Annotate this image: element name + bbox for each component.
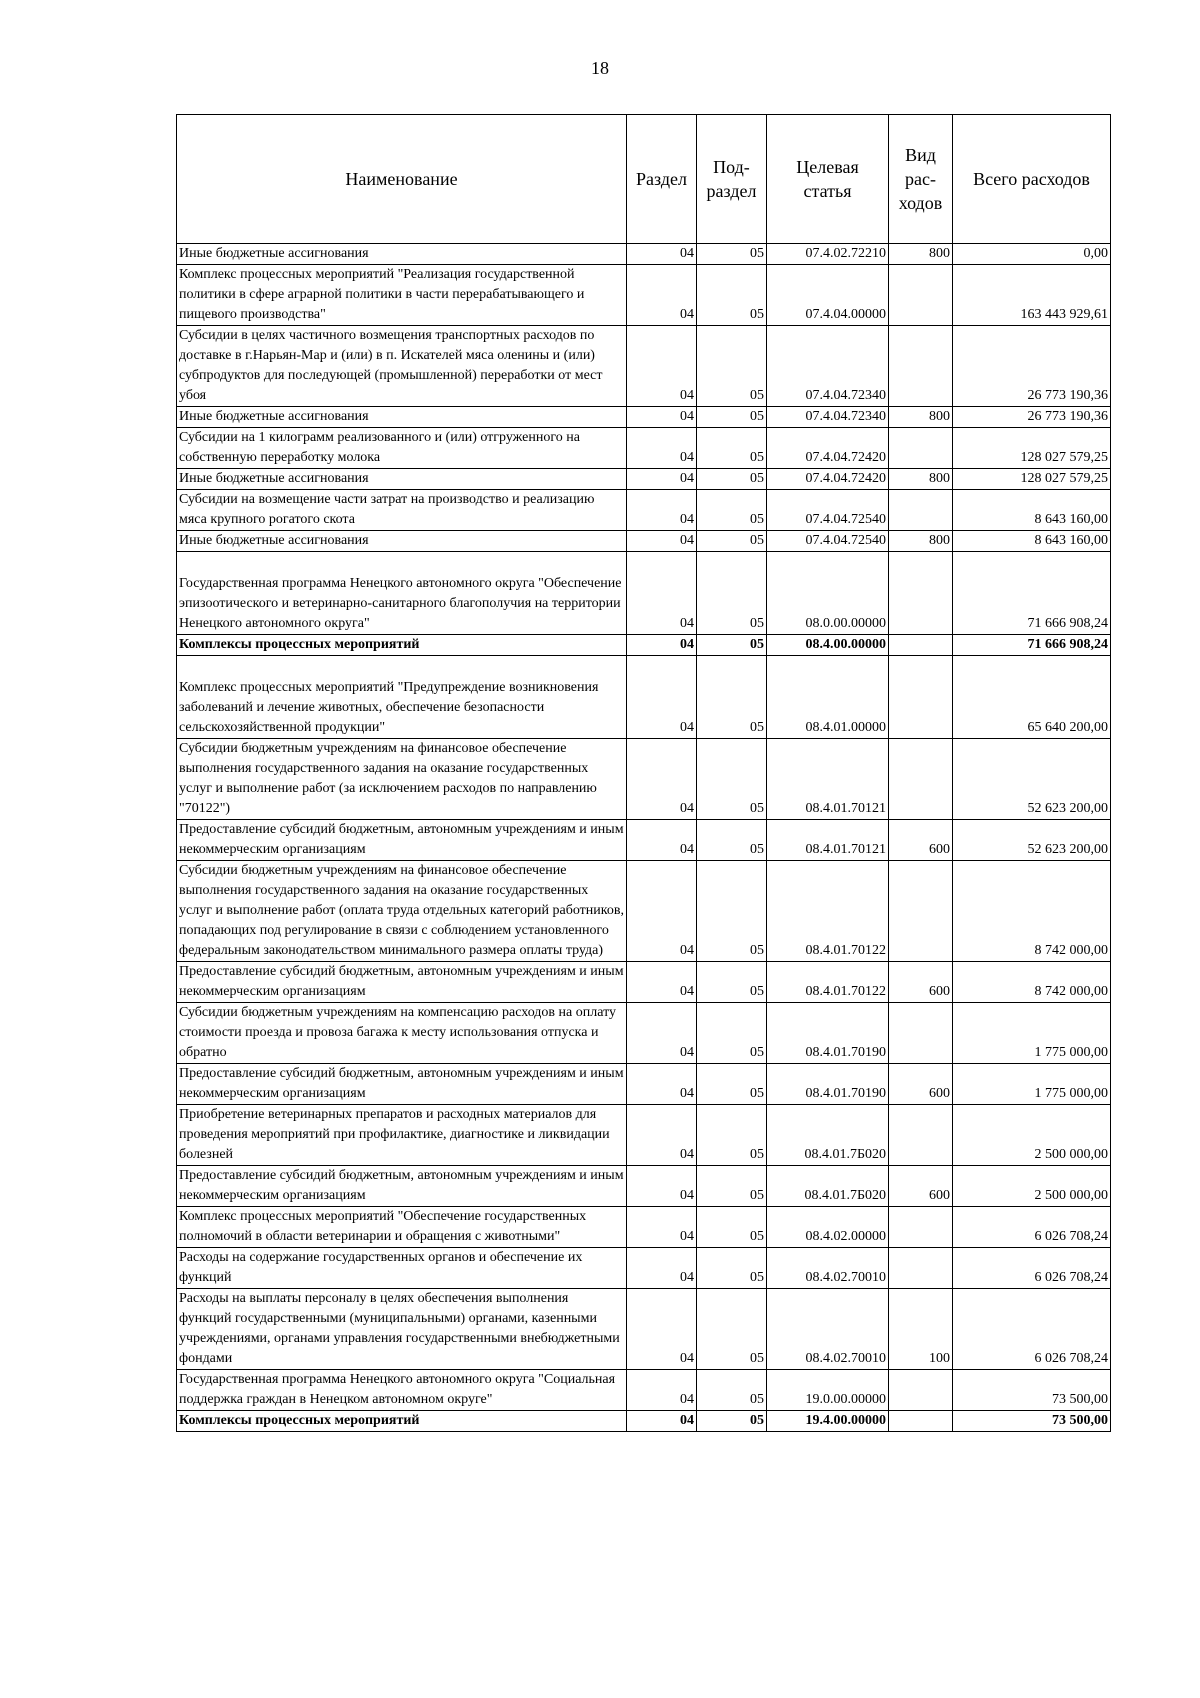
table-row (177, 635, 1111, 656)
row-article: 08.4.01.70190 (767, 1064, 889, 1105)
row-article: 08.4.01.7Б020 (767, 1105, 889, 1166)
row-subsection: 05 (697, 1207, 767, 1248)
table-header (177, 115, 1111, 244)
row-type (889, 1105, 953, 1166)
budget-table (176, 114, 1111, 1432)
header-type: Вид рас- ходов (889, 115, 953, 244)
row-subsection: 05 (697, 265, 767, 326)
table-row (177, 531, 1111, 552)
row-subsection: 05 (697, 962, 767, 1003)
table-row (177, 1166, 1111, 1207)
row-type: 100 (889, 1289, 953, 1370)
row-total: 8 643 160,00 (953, 490, 1111, 531)
row-total: 163 443 929,61 (953, 265, 1111, 326)
row-article: 08.4.01.70190 (767, 1003, 889, 1064)
row-total: 8 742 000,00 (953, 861, 1111, 962)
row-article: 07.4.04.00000 (767, 265, 889, 326)
row-article: 08.4.01.70121 (767, 820, 889, 861)
row-type (889, 1248, 953, 1289)
row-section: 04 (627, 1207, 697, 1248)
table-row (177, 552, 1111, 635)
row-total: 73 500,00 (953, 1370, 1111, 1411)
row-subsection: 05 (697, 656, 767, 739)
row-subsection: 05 (697, 1105, 767, 1166)
row-name: Иные бюджетные ассигнования (177, 531, 627, 552)
row-article: 08.4.02.70010 (767, 1289, 889, 1370)
row-name: Иные бюджетные ассигнования (177, 407, 627, 428)
row-name: Субсидии бюджетным учреждениям на финансовое обеспечение выполнения государственного задания на оказание государственных услуг и выполнение работ (оплата труда отдельных категорий работников, попадающих под регулирование в связи с соблюдением установленного федеральным законодательством минимального размера оплаты труда) (177, 861, 627, 962)
row-subsection: 05 (697, 1411, 767, 1432)
row-type: 800 (889, 407, 953, 428)
row-article: 08.4.01.7Б020 (767, 1166, 889, 1207)
table-row (177, 861, 1111, 962)
row-type (889, 428, 953, 469)
row-total: 71 666 908,24 (953, 552, 1111, 635)
row-type: 800 (889, 244, 953, 265)
row-total: 1 775 000,00 (953, 1064, 1111, 1105)
row-total: 2 500 000,00 (953, 1166, 1111, 1207)
row-type (889, 552, 953, 635)
row-subsection: 05 (697, 1248, 767, 1289)
row-subsection: 05 (697, 1370, 767, 1411)
table-row (177, 244, 1111, 265)
row-section: 04 (627, 1166, 697, 1207)
row-total: 52 623 200,00 (953, 739, 1111, 820)
row-section: 04 (627, 1289, 697, 1370)
row-total: 128 027 579,25 (953, 469, 1111, 490)
row-total: 6 026 708,24 (953, 1207, 1111, 1248)
row-name: Предоставление субсидий бюджетным, автономным учреждениям и иным некоммерческим организациям (177, 820, 627, 861)
header-total: Всего расходов (953, 115, 1111, 244)
row-article: 07.4.04.72340 (767, 326, 889, 407)
row-name: Расходы на содержание государственных органов и обеспечение их функций (177, 1248, 627, 1289)
row-article: 19.0.00.00000 (767, 1370, 889, 1411)
row-section: 04 (627, 739, 697, 820)
table-row (177, 1248, 1111, 1289)
row-subsection: 05 (697, 635, 767, 656)
row-name: Иные бюджетные ассигнования (177, 244, 627, 265)
row-type: 800 (889, 469, 953, 490)
row-name: Субсидии бюджетным учреждениям на компенсацию расходов на оплату стоимости проезда и провоза багажа к месту использования отпуска и обратно (177, 1003, 627, 1064)
row-total: 2 500 000,00 (953, 1105, 1111, 1166)
table-row (177, 1370, 1111, 1411)
table-row (177, 656, 1111, 739)
row-type: 600 (889, 1064, 953, 1105)
table-row (177, 820, 1111, 861)
row-type: 600 (889, 820, 953, 861)
row-section: 04 (627, 635, 697, 656)
table-row (177, 469, 1111, 490)
table-row (177, 1105, 1111, 1166)
header-name: Наименование (177, 115, 627, 244)
row-name: Приобретение ветеринарных препаратов и расходных материалов для проведения мероприятий при профилактике, диагностике и ликвидации болезней (177, 1105, 627, 1166)
table-row (177, 428, 1111, 469)
row-article: 08.4.01.70121 (767, 739, 889, 820)
row-section: 04 (627, 552, 697, 635)
row-name: Государственная программа Ненецкого автономного округа "Обеспечение эпизоотического и ветеринарно-санитарного благополучия на территории Ненецкого автономного округа" (177, 552, 627, 635)
row-total: 73 500,00 (953, 1411, 1111, 1432)
row-name: Предоставление субсидий бюджетным, автономным учреждениям и иным некоммерческим организациям (177, 962, 627, 1003)
row-article: 07.4.04.72340 (767, 407, 889, 428)
row-name: Предоставление субсидий бюджетным, автономным учреждениям и иным некоммерческим организациям (177, 1064, 627, 1105)
header-subsection: Под- раздел (697, 115, 767, 244)
row-article: 07.4.04.72540 (767, 531, 889, 552)
table-row (177, 265, 1111, 326)
row-subsection: 05 (697, 820, 767, 861)
row-article: 07.4.04.72420 (767, 469, 889, 490)
row-section: 04 (627, 1003, 697, 1064)
row-name: Расходы на выплаты персоналу в целях обеспечения выполнения функций государственными (муниципальными) органами, казенными учреждениями, органами управления государственными внебюджетными фондами (177, 1289, 627, 1370)
row-type (889, 490, 953, 531)
row-article: 08.4.01.70122 (767, 962, 889, 1003)
header-section: Раздел (627, 115, 697, 244)
row-section: 04 (627, 1064, 697, 1105)
row-article: 08.4.01.00000 (767, 656, 889, 739)
row-type (889, 1003, 953, 1064)
row-section: 04 (627, 531, 697, 552)
row-type (889, 656, 953, 739)
row-total: 71 666 908,24 (953, 635, 1111, 656)
row-section: 04 (627, 1105, 697, 1166)
row-total: 6 026 708,24 (953, 1248, 1111, 1289)
row-total: 52 623 200,00 (953, 820, 1111, 861)
row-section: 04 (627, 1411, 697, 1432)
row-section: 04 (627, 326, 697, 407)
table-row (177, 407, 1111, 428)
row-name: Субсидии на 1 килограмм реализованного и (или) отгруженного на собственную переработку молока (177, 428, 627, 469)
row-article: 07.4.04.72540 (767, 490, 889, 531)
row-section: 04 (627, 265, 697, 326)
row-name: Предоставление субсидий бюджетным, автономным учреждениям и иным некоммерческим организациям (177, 1166, 627, 1207)
row-subsection: 05 (697, 407, 767, 428)
row-subsection: 05 (697, 1289, 767, 1370)
row-subsection: 05 (697, 244, 767, 265)
table-row (177, 1064, 1111, 1105)
row-subsection: 05 (697, 490, 767, 531)
row-total: 0,00 (953, 244, 1111, 265)
row-article: 08.4.01.70122 (767, 861, 889, 962)
row-section: 04 (627, 656, 697, 739)
header-article: Целевая статья (767, 115, 889, 244)
row-subsection: 05 (697, 469, 767, 490)
row-total: 8 643 160,00 (953, 531, 1111, 552)
row-section: 04 (627, 1370, 697, 1411)
row-section: 04 (627, 428, 697, 469)
row-article: 07.4.04.72420 (767, 428, 889, 469)
row-subsection: 05 (697, 1003, 767, 1064)
row-type (889, 1207, 953, 1248)
row-subsection: 05 (697, 531, 767, 552)
row-section: 04 (627, 820, 697, 861)
row-name: Государственная программа Ненецкого автономного округа "Социальная поддержка граждан в Ненецком автономном округе" (177, 1370, 627, 1411)
row-subsection: 05 (697, 552, 767, 635)
row-article: 08.4.02.00000 (767, 1207, 889, 1248)
row-subsection: 05 (697, 1064, 767, 1105)
table-row (177, 962, 1111, 1003)
row-article: 19.4.00.00000 (767, 1411, 889, 1432)
row-name: Иные бюджетные ассигнования (177, 469, 627, 490)
row-name: Субсидии бюджетным учреждениям на финансовое обеспечение выполнения государственного задания на оказание государственных услуг и выполнение работ (за исключением расходов по направлению "70122") (177, 739, 627, 820)
row-type (889, 635, 953, 656)
row-name: Субсидии на возмещение части затрат на производство и реализацию мяса крупного рогатого скота (177, 490, 627, 531)
row-total: 65 640 200,00 (953, 656, 1111, 739)
row-type (889, 1411, 953, 1432)
table-row (177, 490, 1111, 531)
row-section: 04 (627, 490, 697, 531)
row-type: 800 (889, 531, 953, 552)
row-type (889, 861, 953, 962)
row-type (889, 1370, 953, 1411)
table-row (177, 1289, 1111, 1370)
row-total: 26 773 190,36 (953, 326, 1111, 407)
row-subsection: 05 (697, 428, 767, 469)
table-row (177, 326, 1111, 407)
table-row (177, 739, 1111, 820)
row-name: Комплекс процессных мероприятий "Обеспечение государственных полномочий в области ветеринарии и обращения с животными" (177, 1207, 627, 1248)
row-article: 08.0.00.00000 (767, 552, 889, 635)
row-section: 04 (627, 962, 697, 1003)
row-type: 600 (889, 962, 953, 1003)
row-type: 600 (889, 1166, 953, 1207)
row-type (889, 739, 953, 820)
row-article: 07.4.02.72210 (767, 244, 889, 265)
row-subsection: 05 (697, 326, 767, 407)
row-subsection: 05 (697, 861, 767, 962)
table-row (177, 1003, 1111, 1064)
row-section: 04 (627, 469, 697, 490)
row-article: 08.4.00.00000 (767, 635, 889, 656)
table-body (177, 244, 1111, 1432)
row-total: 1 775 000,00 (953, 1003, 1111, 1064)
row-type (889, 265, 953, 326)
row-section: 04 (627, 244, 697, 265)
row-type (889, 326, 953, 407)
row-section: 04 (627, 407, 697, 428)
row-name: Комплексы процессных мероприятий (177, 635, 627, 656)
row-name: Комплексы процессных мероприятий (177, 1411, 627, 1432)
row-name: Субсидии в целях частичного возмещения транспортных расходов по доставке в г.Нарьян-Мар и (или) в п. Искателей мяса оленины и (или) субпродуктов для последующей (промышленной) переработки от мест убоя (177, 326, 627, 407)
row-section: 04 (627, 1248, 697, 1289)
row-name: Комплекс процессных мероприятий "Реализация государственной политики в сфере аграрной политики в части перерабатывающего и пищевого производства" (177, 265, 627, 326)
row-article: 08.4.02.70010 (767, 1248, 889, 1289)
page-number: 18 (591, 58, 609, 78)
row-subsection: 05 (697, 739, 767, 820)
row-total: 8 742 000,00 (953, 962, 1111, 1003)
row-total: 6 026 708,24 (953, 1289, 1111, 1370)
table-row (177, 1207, 1111, 1248)
row-name: Комплекс процессных мероприятий "Предупреждение возникновения заболеваний и лечение животных, обеспечение безопасности сельскохозяйственной продукции" (177, 656, 627, 739)
row-total: 128 027 579,25 (953, 428, 1111, 469)
row-section: 04 (627, 861, 697, 962)
row-total: 26 773 190,36 (953, 407, 1111, 428)
row-subsection: 05 (697, 1166, 767, 1207)
table-row (177, 1411, 1111, 1432)
